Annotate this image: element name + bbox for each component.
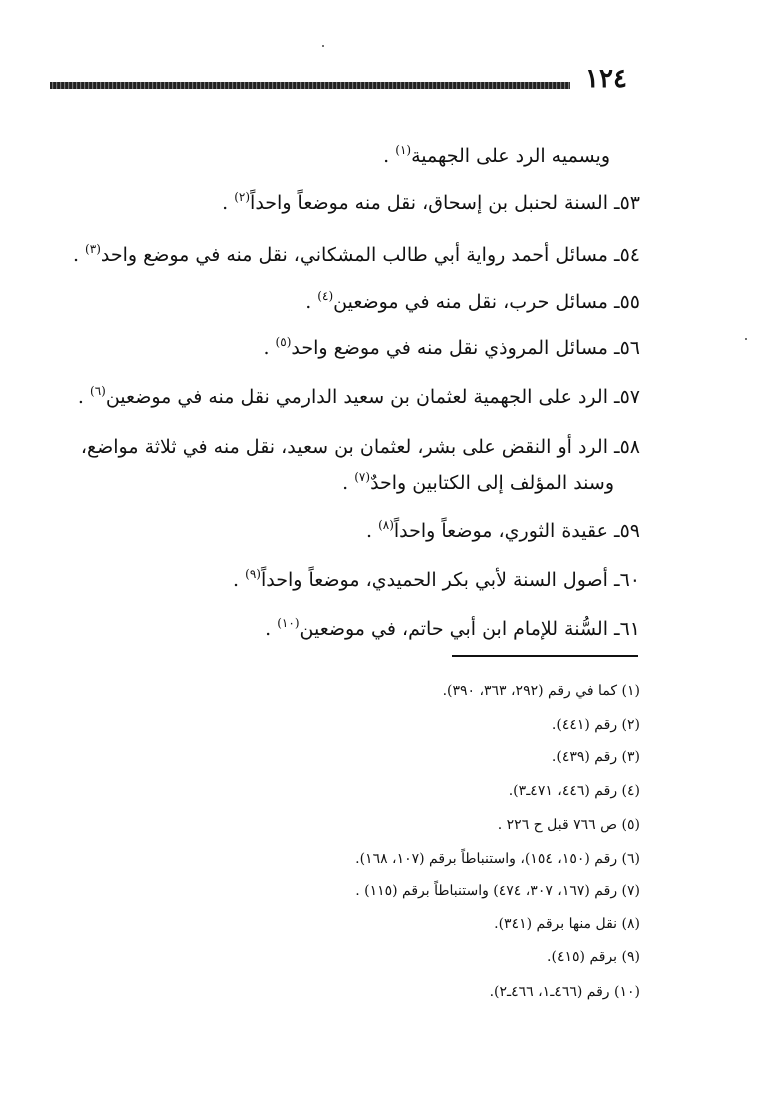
entry-line <box>265 610 640 642</box>
entry-end: . <box>233 569 246 591</box>
footnote: (٩) برقم (٤١٥). <box>547 949 640 965</box>
header-rule <box>50 82 570 89</box>
entry-text: ٥٤ـ مسائل أحمد رواية أبي طالب المشكاني، نقل منه في موضع واحد <box>100 244 640 266</box>
entry-text: ٥٩ـ عقيدة الثوري، موضعاً واحداً <box>393 520 640 542</box>
entry-line <box>78 378 640 410</box>
entry-end: . <box>383 145 396 167</box>
footnote-ref: (٥) <box>275 335 292 349</box>
footnote: (٣) رقم (٤٣٩). <box>551 749 640 765</box>
entry-line <box>222 184 640 216</box>
entry-line <box>263 329 640 361</box>
entry-text: ٥٨ـ الرد أو النقض على بشر، لعثمان بن سعيد، نقل منه في ثلاثة مواضع، <box>80 436 640 458</box>
entry-end: . <box>222 192 235 214</box>
entry-line <box>81 428 640 460</box>
entry-text: وسند المؤلف إلى الكتابين واحدٌ <box>370 472 614 494</box>
entry-line <box>73 236 640 268</box>
footnote-ref: (٤) <box>317 289 334 303</box>
page-number: ١٢٤ <box>585 64 627 94</box>
entry-text: ٦١ـ السُّنة للإمام ابن أبي حاتم، في موضعين <box>299 618 640 640</box>
scan-speck <box>322 45 324 47</box>
entry-text: ٥٧ـ الرد على الجهمية لعثمان بن سعيد الدارمي نقل منه في موضعين <box>105 386 640 408</box>
footnote-ref: (٣) <box>85 242 101 256</box>
footnote-ref: (٧) <box>354 470 371 484</box>
footnote: (٢) رقم (٤٤١). <box>551 717 640 733</box>
entry-end: . <box>265 618 278 640</box>
footnote-ref: (١) <box>395 143 412 157</box>
footnote: (٥) ص ٧٦٦ قبل ح ٢٢٦ . <box>497 817 640 833</box>
footnote-ref: (٢) <box>234 190 251 204</box>
entry-text: ٥٥ـ مسائل حرب، نقل منه في موضعين <box>333 291 640 313</box>
footnote: (٨) نقل منها برقم (٣٤١). <box>494 916 640 932</box>
entry-line <box>305 283 640 315</box>
entry-text: ٥٣ـ السنة لحنبل بن إسحاق، نقل منه موضعاً واحداً <box>250 192 640 214</box>
footnote-ref: (٦) <box>90 384 106 398</box>
footnote: (٧) رقم (١٦٧، ٣٠٧، ٤٧٤) واستنباطاً برقم (١١٥) . <box>355 883 640 899</box>
entry-line <box>342 464 614 496</box>
footnote: (٤) رقم (٤٤٦، ٤٧١ـ٣). <box>508 783 640 799</box>
entry-end: . <box>342 472 355 494</box>
entry-line <box>366 512 640 544</box>
entry-end: . <box>305 291 318 313</box>
entry-line <box>383 137 610 169</box>
entry-end: . <box>72 244 86 266</box>
footnote: (٦) رقم (١٥٠، ١٥٤)، واستنباطاً برقم (١٠٧، ١٦٨). <box>355 851 640 867</box>
entry-text: ٥٦ـ مسائل المروذي نقل منه في موضع واحد <box>291 337 640 359</box>
entry-end: . <box>263 337 276 359</box>
entry-end: . <box>365 520 379 542</box>
entry-text: ٦٠ـ أصول السنة لأبي بكر الحميدي، موضعاً واحداً <box>260 569 640 591</box>
footnote-separator <box>452 655 638 657</box>
entry-end: . <box>77 386 91 408</box>
footnote-ref: (١٠) <box>277 616 300 630</box>
scan-speck <box>745 338 747 340</box>
footnote-ref: (٩) <box>245 567 261 581</box>
entry-line <box>233 561 640 593</box>
footnote-ref: (٨) <box>378 518 394 532</box>
footnote: (١٠) رقم (٤٦٦ـ١، ٤٦٦ـ٢). <box>489 984 640 1000</box>
footnote: (١) كما في رقم (٢٩٢، ٣٦٣، ٣٩٠). <box>442 683 640 699</box>
entry-text: ويسميه الرد على الجهمية <box>411 145 610 167</box>
